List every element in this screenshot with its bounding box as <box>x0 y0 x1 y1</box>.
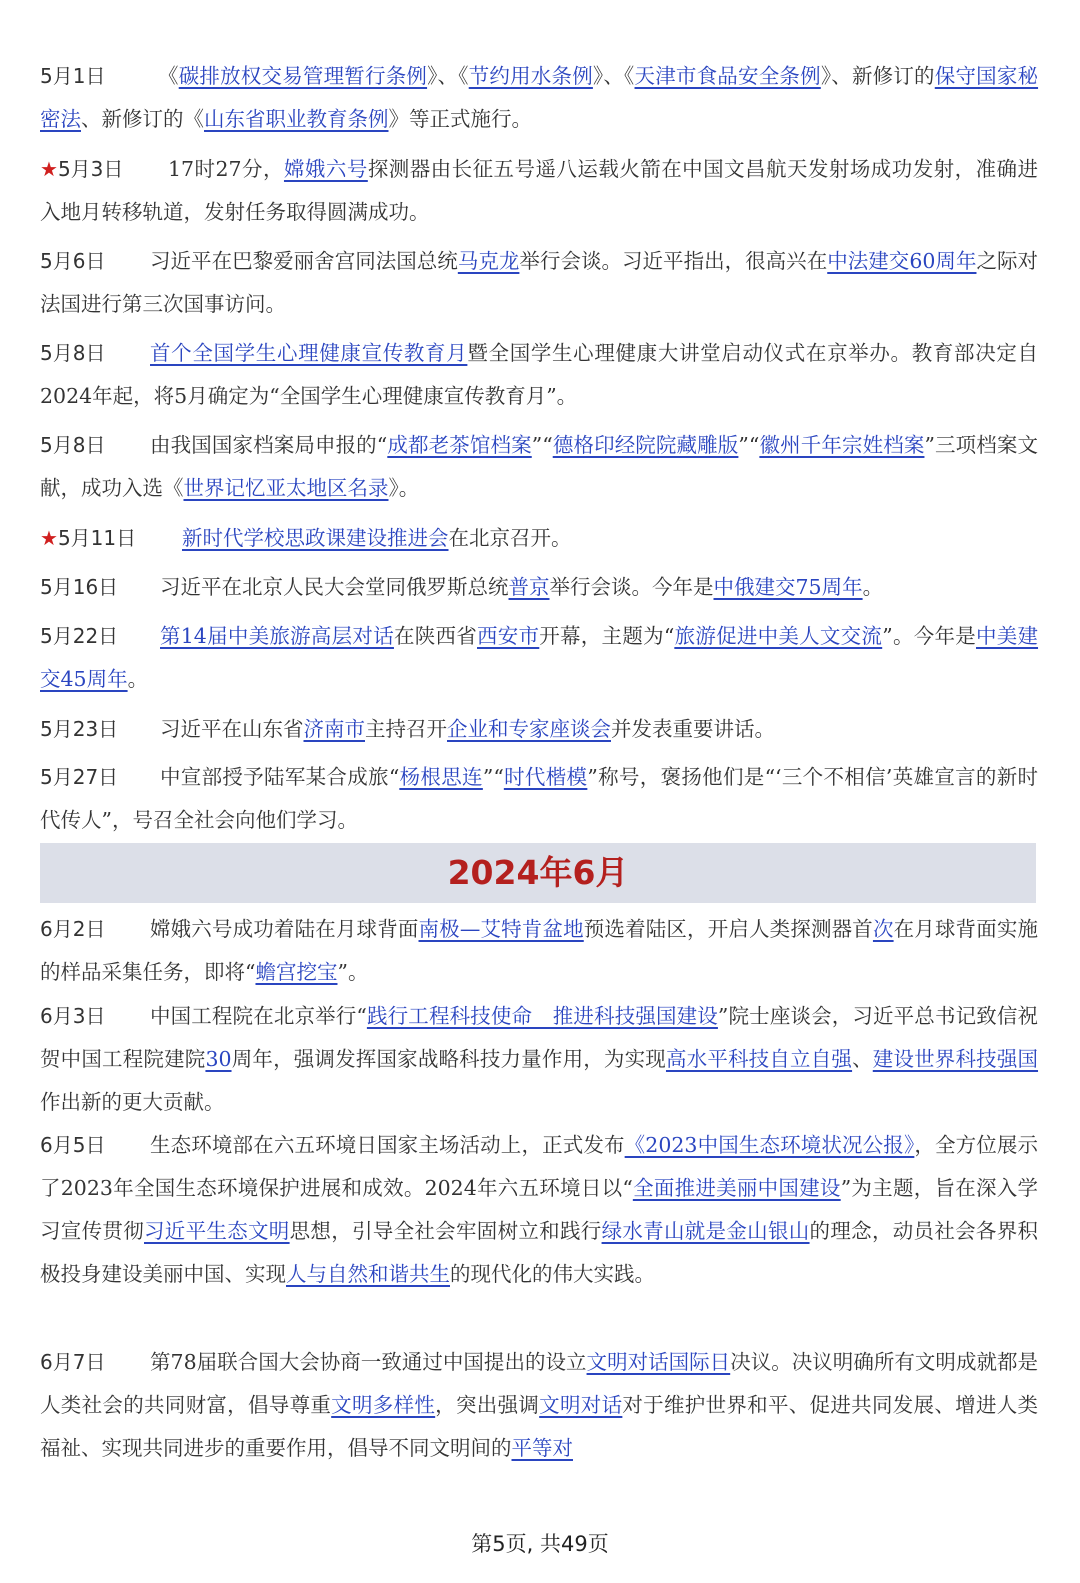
entry-text-segment: ”“ <box>738 433 760 457</box>
entry-link[interactable]: 世界记忆亚太地区名录 <box>183 476 389 500</box>
entry-link[interactable]: 济南市 <box>303 717 365 741</box>
entry-link[interactable]: 徽州千年宗姓档案 <box>759 433 925 457</box>
entry-text <box>40 995 1038 1124</box>
entry-text-segment: ”。 <box>337 960 369 984</box>
entry-date <box>40 240 105 283</box>
entry-text <box>40 615 1038 701</box>
entry-link[interactable]: 首个全国学生心理健康宣传教育月 <box>150 341 468 365</box>
entry-link[interactable]: 保守国家秘密法 <box>40 64 1039 131</box>
entry-text-segment: 探测器由长征五号遥八运载火箭在中国文昌航天发射场成功发射，准确进入地月转移轨道，发射任务取得圆满成功。 <box>40 157 1039 224</box>
entry-text-segment: 暨全国学生心理健康大讲堂启动仪式在京举办。教育部决定自2024年起，将5月确定为“全国学生心理健康宣传教育月”。 <box>40 341 1039 408</box>
entry-link[interactable]: 践行工程科技使命 推进科技强国建设 <box>366 1004 718 1028</box>
entry-link[interactable]: 成都老茶馆档案 <box>387 433 532 457</box>
entry-date-text: 5月6日 <box>40 249 106 273</box>
entry-date-text: 5月8日 <box>40 433 106 457</box>
entry-text-segment: 中国工程院在北京举行“ <box>150 1004 367 1028</box>
entry-date-text: 6月5日 <box>40 1133 106 1157</box>
entry-text-segment: 的现代化的伟大实践。 <box>450 1262 655 1286</box>
entry-date <box>40 148 123 191</box>
entry-text <box>40 332 1038 418</box>
entry-text-segment: 周年，强调发挥国家战略科技力量作用，为实现 <box>231 1047 666 1071</box>
timeline-entry <box>40 517 1038 560</box>
entry-link[interactable]: 节约用水条例 <box>468 64 593 88</box>
entry-link[interactable]: 山东省职业教育条例 <box>204 107 389 131</box>
entry-text-segment: 17时27分， <box>168 157 284 181</box>
entry-text-segment: ，突出强调 <box>435 1393 540 1417</box>
entry-link[interactable]: 30 <box>205 1047 232 1071</box>
entry-date <box>40 566 118 609</box>
entry-link[interactable]: 杨根思连 <box>399 765 483 789</box>
entry-date-text: 6月7日 <box>40 1350 106 1374</box>
entry-link[interactable]: 马克龙 <box>457 249 520 273</box>
entry-text-segment: 生态环境部在六五环境日国家主场活动上，正式发布 <box>150 1133 625 1157</box>
entry-link[interactable]: 《2023中国生态环境状况公报》 <box>624 1133 915 1157</box>
entry-date <box>40 517 136 560</box>
entry-text <box>40 1124 1038 1296</box>
entry-link[interactable]: 中俄建交75周年 <box>713 575 863 599</box>
entry-date-text: 5月8日 <box>40 341 106 365</box>
star-icon: ★ <box>40 526 58 550</box>
entry-text <box>40 1341 1038 1470</box>
entry-text <box>40 55 1038 141</box>
entry-date <box>40 332 105 375</box>
entry-link[interactable]: 时代楷模 <box>503 765 588 789</box>
entry-link[interactable]: 碳排放权交易管理暂行条例 <box>178 64 428 88</box>
entry-link[interactable]: 高水平科技自立自强 <box>665 1047 853 1071</box>
timeline-entry <box>40 995 1038 1124</box>
entry-text-segment: 举行会谈。今年是 <box>549 575 714 599</box>
entry-date <box>40 55 105 98</box>
entry-text <box>40 708 1038 751</box>
entry-link[interactable]: 普京 <box>508 575 550 599</box>
entry-text-segment: 决议。决议明确所有文明成就都是人类社会的共同财富，倡导尊重 <box>40 1350 1039 1417</box>
entry-text <box>40 908 1038 994</box>
entry-text-segment: 、 <box>852 1047 873 1071</box>
entry-text-segment: 思想，引导全社会牢固树立和践行 <box>289 1219 602 1243</box>
entry-text-segment: 举行会谈。习近平指出，很高兴在 <box>519 249 828 273</box>
timeline-entry <box>40 708 1038 751</box>
entry-link[interactable]: 西安市 <box>477 624 540 648</box>
entry-date <box>40 708 118 751</box>
entry-text-segment: ”称号，褒扬他们是“‘三个不相信’英雄宣言的新时代传人”，号召全社会向他们学习。 <box>40 765 1039 832</box>
star-icon: ★ <box>40 157 58 181</box>
entry-date <box>40 756 118 799</box>
entry-date-text: 5月3日 <box>57 157 124 181</box>
entry-link[interactable]: 中美建交45周年 <box>40 624 1039 691</box>
entry-text-segment: ，全方位展示了2023年全国生态环境保护进展和成效。2024年六五环境日以“ <box>40 1133 1039 1200</box>
timeline-entry <box>40 332 1038 418</box>
entry-text-segment: 对于维护世界和平、促进共同发展、增进人类福祉、实现共同进步的重要作用，倡导不同文明间的 <box>40 1393 1039 1460</box>
entry-link[interactable]: 旅游促进中美人文交流 <box>674 624 883 648</box>
timeline-entry <box>40 148 1038 234</box>
entry-text-segment: 中宣部授予陆军某合成旅“ <box>160 765 400 789</box>
entry-text-segment: ”三项档案文献，成功入选《 <box>40 433 1039 500</box>
entry-text-segment: 习近平在巴黎爱丽舍宫同法国总统 <box>150 249 458 273</box>
entry-text-segment: 。 <box>862 575 884 599</box>
entry-text <box>40 566 1038 609</box>
entry-link[interactable]: 绿水青山就是金山银山 <box>601 1219 810 1243</box>
entry-link[interactable]: 天津市食品安全条例 <box>634 64 821 88</box>
entry-link[interactable]: 第14届中美旅游高层对话 <box>160 624 394 648</box>
entry-text-segment: 作出新的更大贡献。 <box>40 1090 225 1114</box>
entry-link[interactable]: 企业和专家座谈会 <box>447 717 611 741</box>
month-heading: 2024年6月 <box>447 853 629 892</box>
entry-text <box>40 517 1038 560</box>
entry-date-text: 5月27日 <box>40 765 119 789</box>
timeline-entry <box>40 240 1038 326</box>
entry-text-segment: 习近平在北京人民大会堂同俄罗斯总统 <box>160 575 509 599</box>
entry-link[interactable]: 南极—艾特肯盆地 <box>418 917 584 941</box>
entry-text-segment: 在月球背面实施的样品采集任务，即将“ <box>40 917 1039 984</box>
timeline-entry <box>40 756 1038 842</box>
entry-date <box>40 615 118 658</box>
entry-date-text: 6月2日 <box>40 917 106 941</box>
entry-text-segment: 开幕，主题为“ <box>539 624 675 648</box>
timeline-entry <box>40 1341 1038 1470</box>
timeline-entry <box>40 1124 1038 1296</box>
entry-date-text: 5月22日 <box>40 624 119 648</box>
entry-text <box>40 148 1038 234</box>
entry-text-segment: 的理念，动员社会各界积极投身建设美丽中国、实现 <box>40 1219 1039 1286</box>
entry-date-text: 5月1日 <box>40 64 106 88</box>
entry-link[interactable]: 次 <box>872 917 894 941</box>
entry-link[interactable]: 平等对 <box>511 1436 573 1460</box>
entry-text-segment: 第78届联合国大会协商一致通过中国提出的设立 <box>150 1350 587 1374</box>
entry-text-segment: 》、《 <box>592 64 635 88</box>
entry-link[interactable]: 蟾宫挖宝 <box>255 960 338 984</box>
timeline-entry <box>40 55 1038 141</box>
entry-text-segment: 在北京召开。 <box>448 526 572 550</box>
entry-text-segment: 。 <box>127 667 149 691</box>
entry-text-segment: 之际对法国进行第三次国事访问。 <box>40 249 1039 316</box>
entry-link[interactable]: 文明对话国际日 <box>586 1350 731 1374</box>
entry-link[interactable]: 德格印经院院藏雕版 <box>552 433 739 457</box>
entry-link[interactable]: 新时代学校思政课建设推进会 <box>182 526 449 550</box>
entry-text-segment: 》。 <box>388 476 420 500</box>
entry-date <box>40 995 105 1038</box>
entry-link[interactable]: 人与自然和谐共生 <box>286 1262 450 1286</box>
entry-date <box>40 1341 105 1384</box>
entry-text <box>40 240 1038 326</box>
entry-text-segment: 由我国国家档案局申报的“ <box>150 433 388 457</box>
entry-text-segment: ”“ <box>482 765 504 789</box>
entry-text-segment: ”为主题，旨在深入学习宣传贯彻 <box>40 1176 1039 1243</box>
timeline-entry <box>40 908 1038 994</box>
entry-text-segment: 在陕西省 <box>393 624 477 648</box>
entry-text-segment: 》等正式施行。 <box>388 107 532 131</box>
entry-date-text: 5月11日 <box>57 526 137 550</box>
entry-date <box>40 908 105 951</box>
entry-text-segment: 》、《 <box>427 64 469 88</box>
entry-text <box>40 424 1038 510</box>
entry-link[interactable]: 习近平生态文明 <box>144 1219 290 1243</box>
timeline-entry <box>40 615 1038 701</box>
entry-text-segment: ”。今年是 <box>882 624 976 648</box>
timeline-entry <box>40 424 1038 510</box>
entry-text-segment: 习近平在山东省 <box>160 717 304 741</box>
entry-text-segment: ”“ <box>531 433 553 457</box>
page-footer: 第5页, 共49页 <box>471 1532 609 1556</box>
entry-text-segment: 》、新修订的 <box>820 64 935 88</box>
entry-text-segment: ”院士座谈会，习近平总书记致信祝贺中国工程院建院 <box>40 1004 1039 1071</box>
entry-link[interactable]: 全面推进美丽中国建设 <box>632 1176 841 1200</box>
entry-text-segment: 主持召开 <box>365 717 447 741</box>
entry-text-segment: 预选着陆区，开启人类探测器首 <box>583 917 873 941</box>
timeline-entry <box>40 566 1038 609</box>
entry-text-segment: 《 <box>158 64 179 88</box>
entry-date <box>40 424 105 467</box>
entry-link[interactable]: 嫦娥六号 <box>283 157 368 181</box>
entry-link[interactable]: 文明多样性 <box>331 1393 436 1417</box>
entry-link[interactable]: 文明对话 <box>539 1393 623 1417</box>
entry-date-text: 5月23日 <box>40 717 119 741</box>
entry-link[interactable]: 建设世界科技强国 <box>872 1047 1039 1071</box>
entry-date-text: 6月3日 <box>40 1004 106 1028</box>
month-heading-bar <box>40 843 1036 903</box>
entry-text-segment: 嫦娥六号成功着陆在月球背面 <box>150 917 419 941</box>
entry-date <box>40 1124 105 1167</box>
entry-text <box>40 756 1038 842</box>
entry-date-text: 5月16日 <box>40 575 119 599</box>
entry-text-segment: 并发表重要讲话。 <box>611 717 775 741</box>
entry-link[interactable]: 中法建交60周年 <box>827 249 977 273</box>
entry-text-segment: 、新修订的《 <box>81 107 204 131</box>
